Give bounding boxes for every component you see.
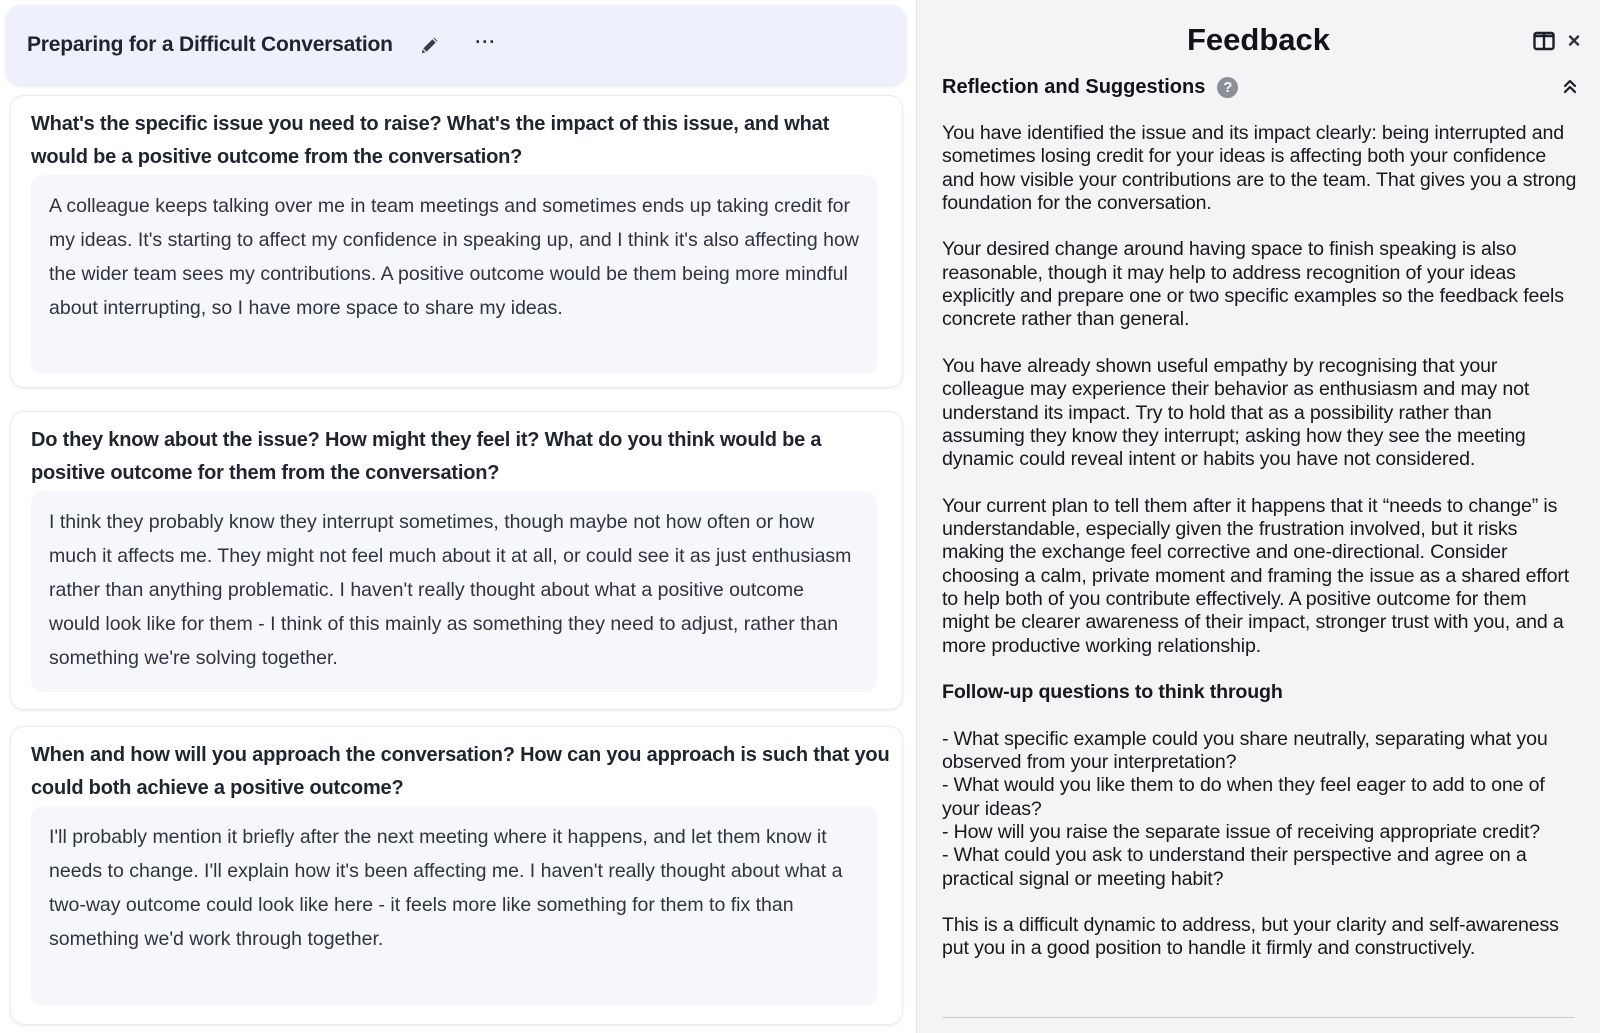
followup-heading: Follow-up questions to think through — [942, 681, 1283, 704]
page-title: Preparing for a Difficult Conversation — [27, 32, 393, 56]
question-text: When and how will you approach the conversation? How can you approach is such that you could both achieve a positive outcome? — [31, 744, 890, 799]
help-circle-icon[interactable]: ? — [1217, 77, 1238, 98]
feedback-panel — [916, 0, 1600, 1033]
question-card — [10, 726, 903, 1025]
answer-textarea[interactable]: I think they probably know they interrupt sometimes, though maybe not how often or how much it affects me. They might not feel much about it at all, or could see it as just enthusiasm rather than anything problematic. I haven't really thought about what a positive outcome would look like for them - I think of this mainly as something they need to adjust, rather than something we're solving together. — [31, 491, 877, 692]
feedback-paragraph: You have identified the issue and its impact clearly: being interrupted and sometimes losing credit for your ideas is affecting both your confidence and how visible your contributions are to the team. That gives you a strong foundation for the conversation. — [942, 122, 1577, 214]
question-card — [10, 95, 903, 388]
followup-item: - What would you like them to do when they feel eager to add to one of your ideas? — [942, 774, 1545, 820]
answer-textarea[interactable]: A colleague keeps talking over me in team meetings and sometimes ends up taking credit for my ideas. It's starting to affect my confidence in speaking up, and I think it's also affecting how the wider team sees my contributions. A positive outcome would be them being more mindful about interrupting, so I have more space to share my ideas. — [31, 175, 877, 374]
divider — [942, 1017, 1574, 1018]
followup-item: - What could you ask to understand their perspective and agree on a practical signal or meeting habit? — [942, 844, 1527, 890]
collapse-section-button[interactable] — [1558, 74, 1582, 98]
pencil-icon — [419, 34, 441, 56]
close-feedback-button[interactable] — [1561, 28, 1587, 54]
feedback-paragraph: Your current plan to tell them after it happens that it “needs to change” is understandable, especially given the frustration involved, but it risks making the exchange feel corrective and one-directional. Consider choosing a calm, private moment and framing the issue as a shared effort to help both of you contribute effectively. A positive outcome for them might be clearer awareness of their impact, stronger trust with you, and a more productive working relationship. — [942, 494, 1570, 657]
more-options-button[interactable] — [471, 30, 501, 60]
feedback-paragraph: You have already shown useful empathy by recognising that your colleague may experience their behavior as enthusiasm and may not understand its impact. Try to hold that as a possibility rather than assuming they know they interrupt; asking how they see the meeting dynamic could reveal intent or habits you have not considered. — [942, 354, 1530, 471]
feedback-closing: This is a difficult dynamic to address, but your clarity and self-awareness put you in a good position to handle it firmly and constructively. — [942, 914, 1559, 960]
feedback-title: Feedback — [1186, 22, 1330, 57]
answer-textarea[interactable]: I'll probably mention it briefly after the next meeting where it happens, and let them know it needs to change. I'll explain how it's been affecting me. I haven't really thought about what a two-way outcome could look like here - it feels more like something for them to fix than something we'd work through together. — [31, 806, 877, 1006]
more-horizontal-icon: ··· — [475, 31, 497, 52]
question-card — [10, 411, 903, 710]
toggle-split-view-button[interactable] — [1531, 28, 1557, 54]
close-icon: × — [1567, 28, 1581, 53]
feedback-content — [942, 122, 1578, 984]
question-text: What's the specific issue you need to raise? What's the impact of this issue, and what would be a positive outcome from the conversation? — [31, 113, 830, 168]
question-text: Do they know about the issue? How might they feel it? What do you think would be a positive outcome for them from the conversation? — [31, 429, 822, 484]
split-panel-icon — [1533, 31, 1555, 51]
feedback-paragraph: Your desired change around having space to finish speaking is also reasonable, though it may help to address recognition of your ideas explicitly and prepare one or two specific examples so the feedback feels concrete rather than general. — [942, 238, 1564, 331]
document-header — [6, 5, 906, 84]
followup-list — [942, 728, 1578, 891]
chevrons-up-icon — [1561, 77, 1579, 95]
edit-title-button[interactable] — [415, 30, 445, 60]
feedback-section-header[interactable] — [942, 72, 1582, 102]
followup-item: - What specific example could you share neutrally, separating what you observed from your interpretation? — [942, 727, 1548, 774]
section-title: Reflection and Suggestions — [942, 75, 1206, 98]
followup-item: - How will you raise the separate issue of receiving appropriate credit? — [942, 820, 1540, 843]
